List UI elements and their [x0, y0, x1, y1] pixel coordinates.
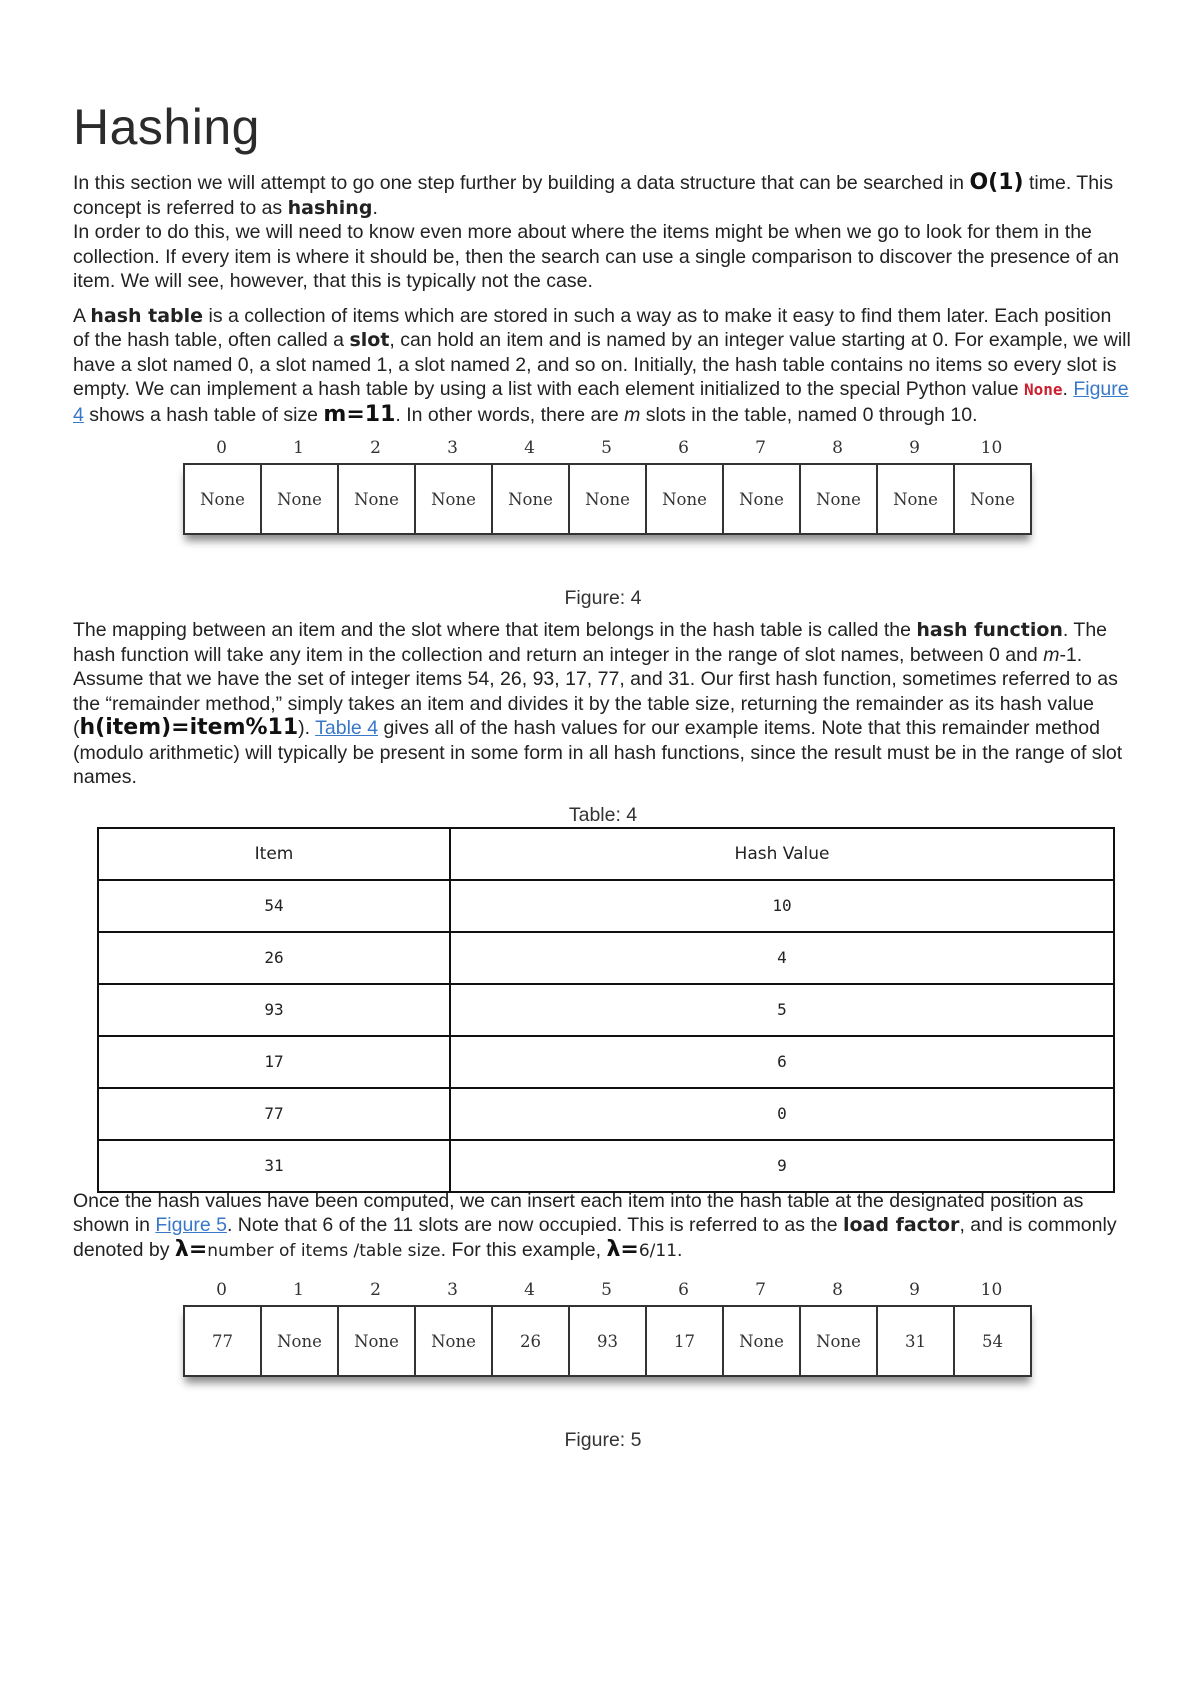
- slot-index-label: 1: [293, 1280, 304, 1300]
- lambda-symbol: λ=: [606, 1236, 639, 1262]
- page-title: Hashing: [73, 99, 260, 155]
- text-run: . Note that 6 of the 11 slots are now occupied. This is referred to as the: [226, 1214, 843, 1236]
- table-row: [98, 932, 1114, 984]
- slot-labels: [183, 1275, 1032, 1305]
- intro-paragraph-1: [73, 171, 1133, 220]
- hash-table-paragraph: [73, 304, 1133, 428]
- table-row: [98, 880, 1114, 932]
- table-4-link[interactable]: Table 4: [315, 717, 379, 739]
- slot-cell: None: [724, 465, 801, 533]
- load-factor-value: 6/11: [638, 1240, 678, 1261]
- slot-cell: None: [185, 465, 262, 533]
- slot-cell: None: [416, 465, 493, 533]
- slot-index-label: 5: [601, 1280, 612, 1300]
- slot-index-label: 7: [755, 438, 766, 458]
- slot-index-label: 3: [447, 1280, 458, 1300]
- slot-cell: None: [647, 465, 724, 533]
- hash-function-term: hash function: [916, 619, 1063, 641]
- slot-cell: None: [970, 489, 1015, 509]
- load-factor-term: load factor: [842, 1214, 960, 1236]
- slot-index-label: 4: [524, 1280, 535, 1300]
- intro-text-b: time. This concept is referred to as: [73, 172, 1114, 219]
- hash-table-diagram-filled: [183, 1275, 1032, 1377]
- slot-index-label: 2: [370, 438, 381, 458]
- slot-cell: None: [262, 465, 339, 533]
- figure-4-link[interactable]: Figure 4: [73, 378, 1129, 426]
- slot-cell: 31: [878, 1307, 955, 1375]
- intro-paragraph-2: In order to do this, we will need to know even more about where the items might be when we go to look for them in the collection. If every item is where it should be, then the search can use a single comparison to discover the presence of an item. We will see, however, that this is typically not the case.: [73, 221, 1119, 292]
- slot-cell: 26: [493, 1307, 570, 1375]
- text-run: A: [73, 304, 91, 327]
- slot-index-label: 9: [909, 438, 920, 458]
- text-run: Once the hash values have been computed, we can insert each item into the hash table at the designated position as shown in: [73, 1189, 1084, 1236]
- column-header-hash-value: Hash Value: [450, 828, 1114, 880]
- slot-cell: None: [493, 465, 570, 533]
- table-row: [98, 1036, 1114, 1088]
- slot-cell: None: [262, 1307, 339, 1375]
- item-cell: 54: [98, 880, 450, 932]
- big-o-math: O(1): [969, 170, 1024, 195]
- slot-index-label: 7: [755, 1280, 766, 1300]
- slot-index-label: 4: [524, 438, 535, 458]
- slot-index-label: 0: [216, 438, 227, 458]
- slot-index-label: 0: [216, 1280, 227, 1300]
- item-cell: 31: [98, 1140, 450, 1192]
- text-run: , and is commonly denoted by: [73, 1214, 1117, 1261]
- item-cell: 93: [98, 984, 450, 1036]
- slot-cell: 54: [982, 1331, 1003, 1351]
- slot-cell: 77: [185, 1307, 262, 1375]
- figure-5-link[interactable]: Figure 5: [155, 1214, 227, 1236]
- slot-index-label: 9: [909, 1280, 920, 1300]
- hash-value-cell: 5: [450, 984, 1114, 1036]
- slot-cell: None: [724, 1307, 801, 1375]
- text-run: is a collection of items which are stored in such a way as to make it easy to find them later. Each position of the hash table, often called a: [73, 304, 1112, 351]
- slot-index-label: 6: [678, 438, 689, 458]
- text-run: .: [1062, 378, 1074, 400]
- hash-table-term: hash table: [90, 304, 204, 327]
- slot-cell: 93: [570, 1307, 647, 1375]
- text-run: -1. Assume that we have the set of integer items 54, 26, 93, 17, 77, and 31. Our first hash function, sometimes referred to as the “remainder method,” simply takes an item and divides it by the table size, returning the remainder as its hash value (: [73, 643, 1118, 739]
- table-row: [98, 984, 1114, 1036]
- table-4-caption: Table: 4: [568, 803, 638, 826]
- intro-text-a: In this section we will attempt to go one step further by building a data structure that can be searched in: [73, 172, 970, 194]
- table-header-row: [98, 828, 1114, 880]
- slot-labels: [183, 433, 1032, 463]
- text-run: .: [677, 1238, 683, 1261]
- slot-cell: None: [801, 1307, 878, 1375]
- table-4-container: [73, 827, 1133, 1197]
- slot-index-label: 1: [293, 438, 304, 458]
- slot-cell: None: [801, 465, 878, 533]
- text-run: The mapping between an item and the slot where that item belongs in the hash table is called the: [73, 619, 917, 641]
- table-row: [98, 1088, 1114, 1140]
- slot-index-label: 2: [370, 1280, 381, 1300]
- slot-term: slot: [349, 329, 390, 351]
- text-run: slots in the table, named 0 through 10.: [640, 403, 978, 426]
- slot-cells: [183, 1305, 1032, 1377]
- hash-function-paragraph: [73, 618, 1133, 790]
- hashing-term: hashing: [287, 196, 373, 219]
- figure-4: [73, 433, 1133, 583]
- column-header-item: Item: [98, 828, 450, 880]
- hash-value-cell: 4: [450, 932, 1114, 984]
- text-run: gives all of the hash values for our example items. Note that this remainder method (modulo arithmetic) will typically be present in some form in all hash functions, since the result must be in the range of slot names.: [73, 717, 1123, 788]
- hash-value-cell: 10: [450, 880, 1114, 932]
- slot-cell: None: [878, 465, 955, 533]
- figure-5-caption: Figure: 5: [564, 1429, 642, 1451]
- intro-text-c: .: [372, 196, 378, 219]
- m-italic: m: [624, 403, 641, 426]
- hash-values-table: [97, 827, 1115, 1193]
- hash-value-cell: 0: [450, 1088, 1114, 1140]
- remainder-formula: h(item)=item%11: [79, 715, 299, 740]
- figure-5: [73, 1275, 1133, 1425]
- load-factor-formula: number of items /table size: [207, 1240, 441, 1261]
- slot-cell: None: [339, 1307, 416, 1375]
- item-cell: 26: [98, 932, 450, 984]
- table-row: [98, 1140, 1114, 1192]
- hash-value-cell: 9: [450, 1140, 1114, 1192]
- item-cell: 17: [98, 1036, 450, 1088]
- slot-index-label: 8: [832, 1280, 843, 1300]
- load-factor-paragraph: [73, 1189, 1133, 1264]
- text-run: . For this example,: [440, 1238, 607, 1261]
- text-run: . The hash function will take any item in the collection and return an integer in the range of slot names, between 0 and: [73, 619, 1108, 666]
- table-size-math: m=11: [323, 401, 396, 427]
- slot-cell: None: [416, 1307, 493, 1375]
- text-run: , can hold an item and is named by an integer value starting at 0. For example, we will have a slot named 0, a slot named 1, a slot named 2, and so on. Initially, the hash table contains no items so every slot is empty. We can implement a hash table by using a list with each element initialized to the special Python value: [73, 329, 1131, 400]
- slot-index-label: 10: [980, 438, 1003, 458]
- hash-table-diagram-empty: [183, 433, 1032, 535]
- slot-cells: [183, 463, 1032, 535]
- slot-cell: None: [339, 465, 416, 533]
- text-run: . In other words, there are: [395, 403, 625, 426]
- none-code: None: [1023, 380, 1063, 399]
- document-page: [73, 100, 1133, 1452]
- slot-index-label: 3: [447, 438, 458, 458]
- hash-value-cell: 6: [450, 1036, 1114, 1088]
- item-cell: 77: [98, 1088, 450, 1140]
- slot-index-label: 5: [601, 438, 612, 458]
- figure-4-caption: Figure: 4: [564, 587, 642, 609]
- text-run: shows a hash table of size: [83, 403, 324, 426]
- slot-index-label: 10: [980, 1280, 1003, 1300]
- m-italic: m: [1043, 643, 1060, 666]
- slot-cell: 17: [647, 1307, 724, 1375]
- lambda-symbol: λ=: [174, 1236, 208, 1262]
- slot-index-label: 8: [832, 438, 843, 458]
- slot-cell: None: [570, 465, 647, 533]
- text-run: ).: [298, 717, 316, 739]
- slot-index-label: 6: [678, 1280, 689, 1300]
